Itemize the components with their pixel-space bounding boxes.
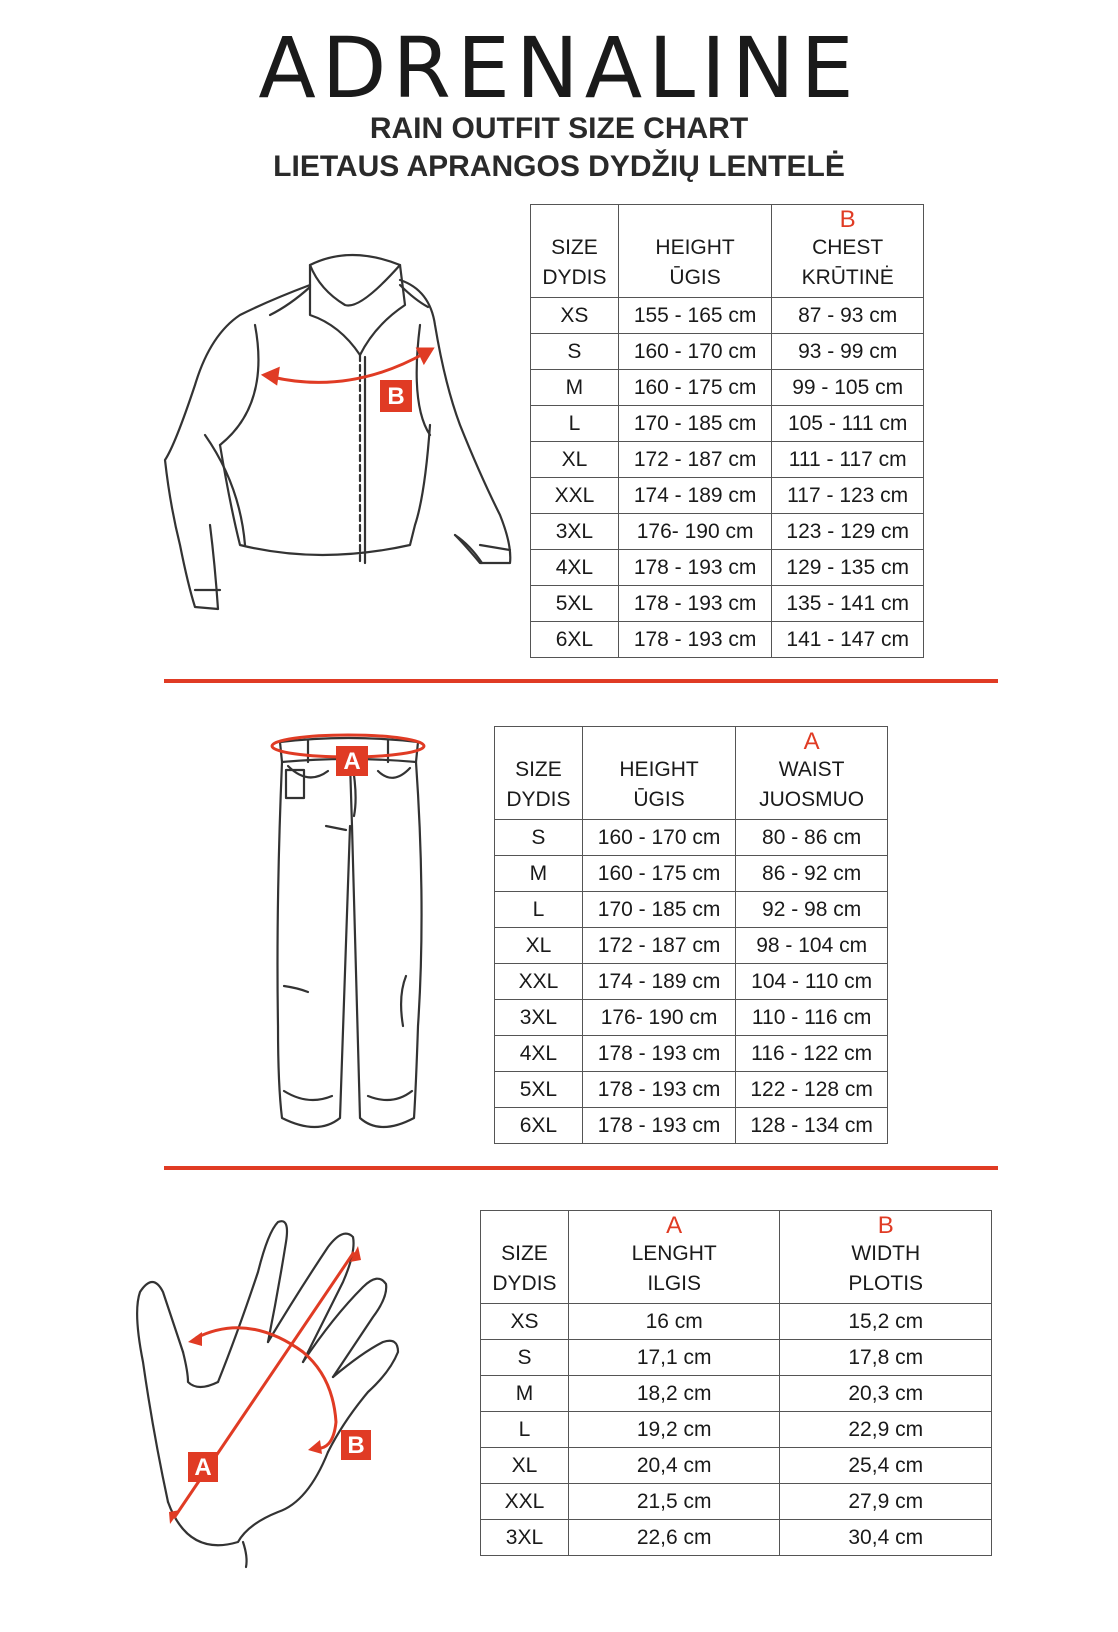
table-cell: 160 - 170 cm bbox=[582, 820, 735, 856]
table-cell: S bbox=[531, 334, 619, 370]
table-row bbox=[531, 622, 924, 658]
table-cell: 4XL bbox=[531, 550, 619, 586]
table-cell: 176- 190 cm bbox=[582, 1000, 735, 1036]
table-row bbox=[481, 1448, 992, 1484]
table-row bbox=[531, 406, 924, 442]
table-cell: 86 - 92 cm bbox=[736, 856, 888, 892]
header-size: SIZE DYDIS bbox=[481, 1211, 569, 1304]
table-cell: 170 - 185 cm bbox=[582, 892, 735, 928]
table-cell: 178 - 193 cm bbox=[582, 1108, 735, 1144]
table-row bbox=[531, 442, 924, 478]
header-width: B WIDTH PLOTIS bbox=[780, 1211, 992, 1304]
table-row bbox=[495, 820, 888, 856]
table-cell: 93 - 99 cm bbox=[772, 334, 924, 370]
table-cell: 21,5 cm bbox=[568, 1484, 780, 1520]
table-cell: 178 - 193 cm bbox=[618, 586, 772, 622]
table-cell: 135 - 141 cm bbox=[772, 586, 924, 622]
table-cell: 141 - 147 cm bbox=[772, 622, 924, 658]
table-cell: 3XL bbox=[531, 514, 619, 550]
table-cell: 170 - 185 cm bbox=[618, 406, 772, 442]
table-cell: 117 - 123 cm bbox=[772, 478, 924, 514]
table-cell: XL bbox=[531, 442, 619, 478]
table-cell: 20,4 cm bbox=[568, 1448, 780, 1484]
brand-logo: ADRENALINE bbox=[258, 19, 860, 117]
section-divider bbox=[164, 1166, 998, 1170]
pants-illustration bbox=[268, 726, 438, 1146]
table-row bbox=[495, 964, 888, 1000]
jacket-marker-label: B bbox=[387, 383, 405, 410]
table-cell: S bbox=[495, 820, 583, 856]
table-header-row bbox=[481, 1211, 992, 1304]
table-cell: 155 - 165 cm bbox=[618, 298, 772, 334]
table-cell: 122 - 128 cm bbox=[736, 1072, 888, 1108]
table-row bbox=[481, 1412, 992, 1448]
table-cell: 87 - 93 cm bbox=[772, 298, 924, 334]
header-size: SIZE DYDIS bbox=[531, 205, 619, 298]
table-cell: 30,4 cm bbox=[780, 1520, 992, 1556]
table-row bbox=[531, 478, 924, 514]
pants-marker-label: A bbox=[343, 748, 361, 775]
title-english: RAIN OUTFIT SIZE CHART bbox=[369, 112, 749, 145]
table-cell: 25,4 cm bbox=[780, 1448, 992, 1484]
table-cell: 178 - 193 cm bbox=[618, 550, 772, 586]
table-cell: XS bbox=[481, 1304, 569, 1340]
table-cell: M bbox=[495, 856, 583, 892]
table-row bbox=[531, 550, 924, 586]
glove-marker-b-label: B bbox=[347, 1432, 365, 1459]
table-header-row bbox=[495, 727, 888, 820]
table-cell: 160 - 175 cm bbox=[582, 856, 735, 892]
table-row bbox=[481, 1376, 992, 1412]
table-row bbox=[495, 1036, 888, 1072]
table-cell: 27,9 cm bbox=[780, 1484, 992, 1520]
jacket-size-table bbox=[530, 204, 924, 658]
table-row bbox=[481, 1304, 992, 1340]
table-row bbox=[531, 298, 924, 334]
table-cell: 18,2 cm bbox=[568, 1376, 780, 1412]
header-height: HEIGHT ŪGIS bbox=[582, 727, 735, 820]
table-row bbox=[481, 1484, 992, 1520]
table-cell: 160 - 175 cm bbox=[618, 370, 772, 406]
table-cell: 128 - 134 cm bbox=[736, 1108, 888, 1144]
header-chest: B CHEST KRŪTINĖ bbox=[772, 205, 924, 298]
table-cell: XXL bbox=[495, 964, 583, 1000]
table-cell: 22,9 cm bbox=[780, 1412, 992, 1448]
table-cell: 22,6 cm bbox=[568, 1520, 780, 1556]
table-cell: L bbox=[481, 1412, 569, 1448]
table-cell: 123 - 129 cm bbox=[772, 514, 924, 550]
table-row bbox=[495, 1072, 888, 1108]
table-cell: 104 - 110 cm bbox=[736, 964, 888, 1000]
table-cell: 4XL bbox=[495, 1036, 583, 1072]
header-length: A LENGHT ILGIS bbox=[568, 1211, 780, 1304]
table-cell: 176- 190 cm bbox=[618, 514, 772, 550]
table-header-row bbox=[531, 205, 924, 298]
table-cell: L bbox=[495, 892, 583, 928]
table-cell: 5XL bbox=[495, 1072, 583, 1108]
header-waist: A WAIST JUOSMUO bbox=[736, 727, 888, 820]
glove-illustration bbox=[128, 1212, 468, 1572]
table-cell: 3XL bbox=[481, 1520, 569, 1556]
table-cell: 98 - 104 cm bbox=[736, 928, 888, 964]
table-cell: 6XL bbox=[495, 1108, 583, 1144]
glove-marker-a-label: A bbox=[194, 1454, 212, 1481]
table-cell: 99 - 105 cm bbox=[772, 370, 924, 406]
table-cell: XXL bbox=[531, 478, 619, 514]
table-cell: XL bbox=[481, 1448, 569, 1484]
jacket-illustration bbox=[160, 245, 520, 625]
table-cell: 19,2 cm bbox=[568, 1412, 780, 1448]
pants-size-table bbox=[494, 726, 888, 1144]
table-cell: 6XL bbox=[531, 622, 619, 658]
table-cell: 129 - 135 cm bbox=[772, 550, 924, 586]
table-cell: 5XL bbox=[531, 586, 619, 622]
table-cell: 105 - 111 cm bbox=[772, 406, 924, 442]
table-cell: M bbox=[531, 370, 619, 406]
table-cell: 172 - 187 cm bbox=[582, 928, 735, 964]
table-row bbox=[531, 586, 924, 622]
table-row bbox=[481, 1520, 992, 1556]
table-cell: 80 - 86 cm bbox=[736, 820, 888, 856]
table-cell: XS bbox=[531, 298, 619, 334]
table-row bbox=[495, 856, 888, 892]
table-row bbox=[531, 514, 924, 550]
table-cell: 178 - 193 cm bbox=[582, 1036, 735, 1072]
section-divider bbox=[164, 679, 998, 683]
header-height: HEIGHT ŪGIS bbox=[618, 205, 772, 298]
table-cell: 110 - 116 cm bbox=[736, 1000, 888, 1036]
glove-size-table bbox=[480, 1210, 992, 1556]
table-cell: 160 - 170 cm bbox=[618, 334, 772, 370]
table-cell: S bbox=[481, 1340, 569, 1376]
table-cell: XL bbox=[495, 928, 583, 964]
table-cell: 16 cm bbox=[568, 1304, 780, 1340]
table-cell: 111 - 117 cm bbox=[772, 442, 924, 478]
table-cell: XXL bbox=[481, 1484, 569, 1520]
table-row bbox=[495, 892, 888, 928]
table-cell: 174 - 189 cm bbox=[582, 964, 735, 1000]
table-cell: 3XL bbox=[495, 1000, 583, 1036]
table-cell: M bbox=[481, 1376, 569, 1412]
table-row bbox=[531, 334, 924, 370]
table-cell: 172 - 187 cm bbox=[618, 442, 772, 478]
header-size: SIZE DYDIS bbox=[495, 727, 583, 820]
table-cell: 92 - 98 cm bbox=[736, 892, 888, 928]
table-cell: 174 - 189 cm bbox=[618, 478, 772, 514]
table-row bbox=[531, 370, 924, 406]
table-row bbox=[495, 928, 888, 964]
table-cell: 15,2 cm bbox=[780, 1304, 992, 1340]
table-cell: 17,8 cm bbox=[780, 1340, 992, 1376]
table-cell: 116 - 122 cm bbox=[736, 1036, 888, 1072]
table-cell: 20,3 cm bbox=[780, 1376, 992, 1412]
table-row bbox=[481, 1340, 992, 1376]
table-cell: 17,1 cm bbox=[568, 1340, 780, 1376]
table-cell: 178 - 193 cm bbox=[618, 622, 772, 658]
title-lithuanian: LIETAUS APRANGOS DYDŽIŲ LENTELĖ bbox=[273, 150, 845, 183]
table-row bbox=[495, 1000, 888, 1036]
table-cell: 178 - 193 cm bbox=[582, 1072, 735, 1108]
table-cell: L bbox=[531, 406, 619, 442]
table-row bbox=[495, 1108, 888, 1144]
